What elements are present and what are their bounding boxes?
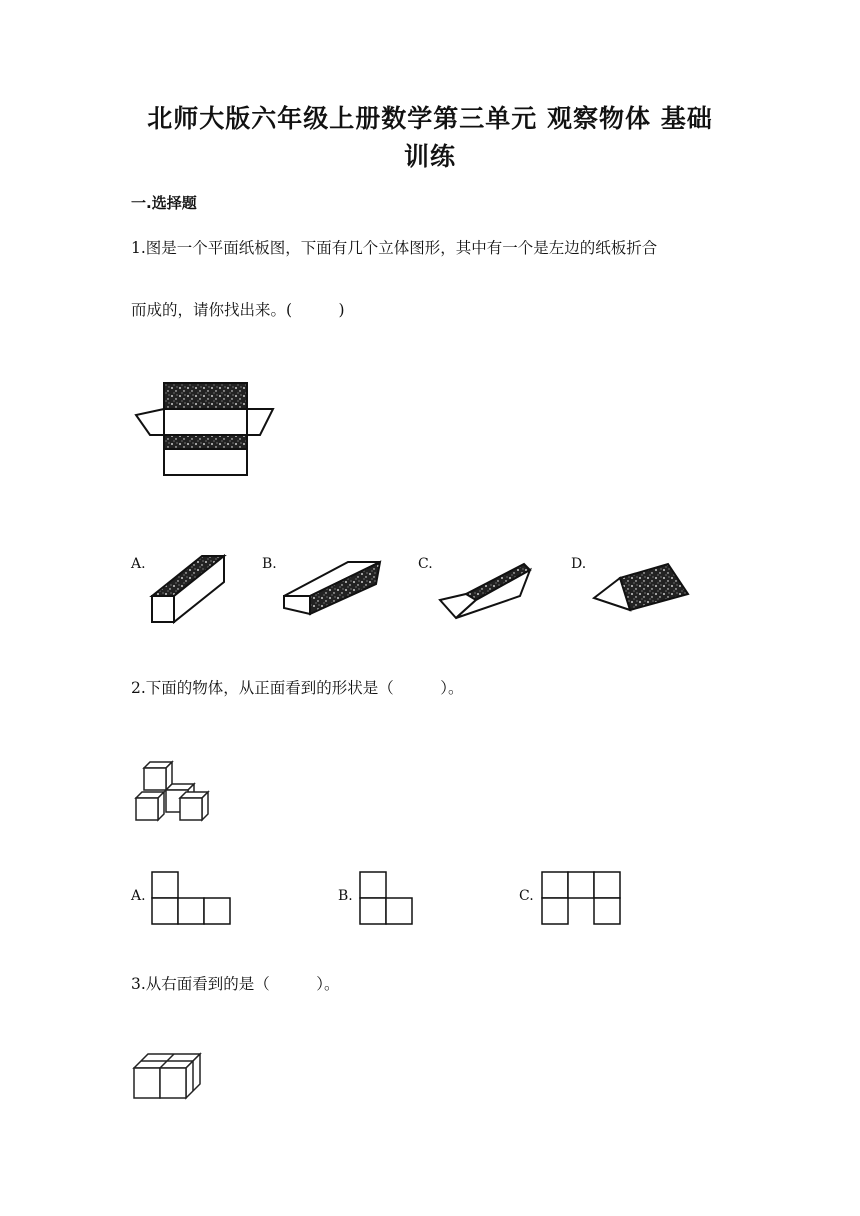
q2-option-c-label: C.	[519, 888, 534, 904]
question-3-text: 3.从右面看到的是（ ）。	[131, 975, 340, 993]
question-1-text-line-1: 1.图是一个平面纸板图，下面有几个立体图形，其中有一个是左边的纸板折合	[131, 239, 658, 257]
question-1-text-line-2: 而成的，请你找出来。( )	[131, 301, 345, 319]
q1-option-d-label: D.	[571, 556, 587, 572]
net-figure	[130, 378, 280, 480]
cube-stack-figure	[130, 758, 224, 824]
q2-option-b-shape	[358, 870, 416, 926]
q2-option-a-label: A.	[131, 888, 146, 904]
q2-option-b-label: B.	[338, 888, 353, 904]
page-title	[90, 100, 770, 176]
title-line-1: 北师大版六年级上册数学第三单元 观察物体 基础	[147, 104, 713, 133]
q1-option-a-prism	[148, 552, 228, 626]
q1-option-a-label: A.	[131, 556, 146, 572]
cube-block-figure	[130, 1050, 206, 1102]
q2-option-a-shape	[150, 870, 234, 926]
q1-option-d-prism	[590, 560, 694, 618]
q1-option-c-label: C.	[418, 556, 433, 572]
q2-option-c-shape	[540, 870, 624, 926]
q1-option-b-label: B.	[262, 556, 277, 572]
title-line-2: 训练	[403, 142, 456, 171]
section-heading: 一.选择题	[131, 194, 197, 212]
question-2-text: 2.下面的物体，从正面看到的形状是（ ）。	[131, 679, 464, 697]
q1-option-b-prism	[280, 556, 384, 616]
q1-option-c-prism	[436, 560, 536, 620]
